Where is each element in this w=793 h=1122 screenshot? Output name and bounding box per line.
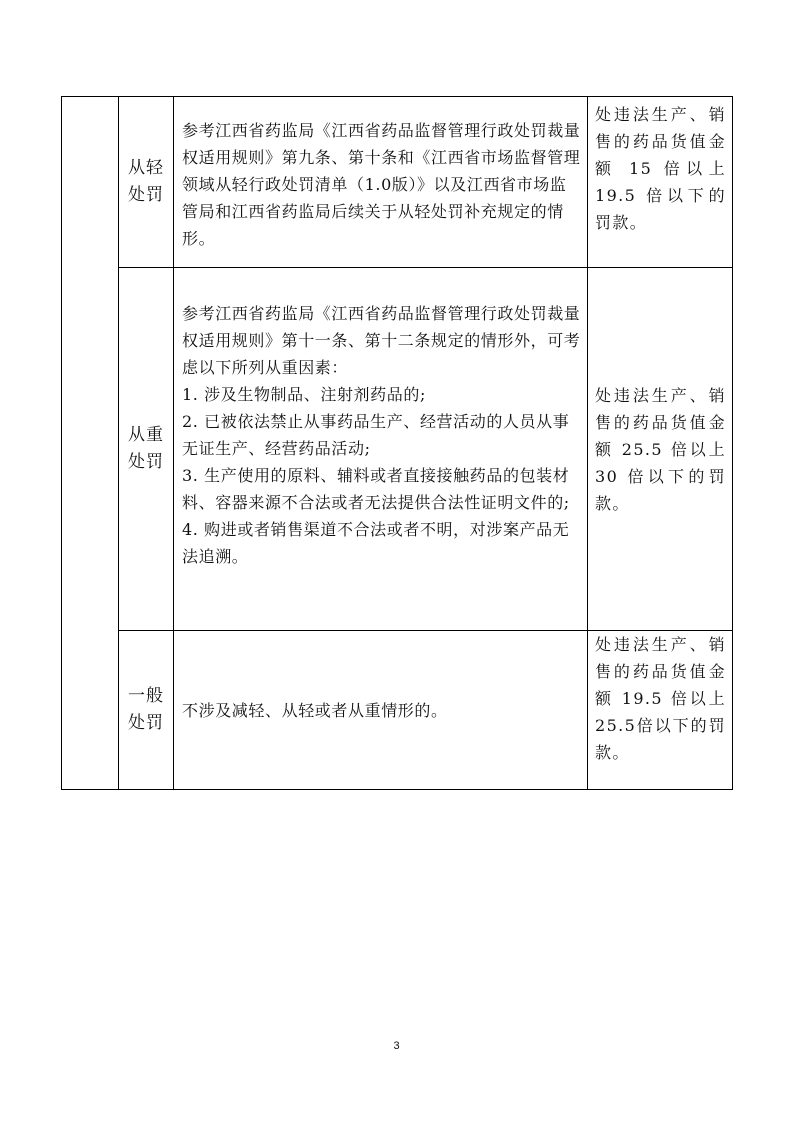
description-text: 不涉及减轻、从轻或者从重情形的。: [182, 700, 448, 720]
list-item: 2. 已被依法禁止从事药品生产、经营活动的人员从事无证生产、经营药品活动;: [182, 412, 570, 458]
list-item: 4. 购进或者销售渠道不合法或者不明，对涉案产品无法追溯。: [182, 520, 570, 566]
list-item: 1. 涉及生物制品、注射剂药品的;: [182, 385, 426, 404]
description-intro: 参考江西省药监局《江西省药品监督管理行政处罚裁量权适用规则》第十一条、第十二条规定的情形外，可考虑以下所列从重因素：: [182, 304, 581, 377]
row-label-heavier: [119, 268, 174, 631]
penalty-text: 处违法生产、销售的药品货值金额 25.5 倍以上 30 倍以下的罚款。: [595, 385, 726, 513]
merged-left-cell: [62, 97, 119, 790]
label-line-2: 处罚: [128, 185, 164, 205]
row-label-general: [119, 631, 174, 790]
description-text: 参考江西省药监局《江西省药品监督管理行政处罚裁量权适用规则》第九条、第十条和《江西省市场监督管理领域从轻行政处罚清单（1.0版）》以及江西省市场监管局和江西省药监局后续关于从轻处罚补充规定的情形。: [182, 120, 581, 248]
penalty-cell-heavier: [588, 268, 733, 631]
list-item: 3. 生产使用的原料、辅料或者直接接触药品的包装材料、容器来源不合法或者无法提供合法性证明文件的;: [182, 466, 570, 512]
label-line-1: 从轻: [128, 158, 164, 178]
penalty-table: [61, 96, 733, 790]
penalty-cell-lighter: [588, 97, 733, 268]
label-line-2: 处罚: [128, 713, 164, 733]
penalty-text: 处违法生产、销售的药品货值金额 15 倍以上 19.5 倍以下的罚款。: [595, 105, 726, 232]
page-number: 3: [393, 1040, 400, 1052]
description-cell-heavier: [174, 268, 588, 631]
label-line-1: 从重: [128, 425, 164, 445]
penalty-text: 处违法生产、销售的药品货值金额 19.5 倍以上 25.5倍以下的罚款。: [595, 635, 726, 762]
table-row-general-penalty: [62, 631, 733, 790]
label-line-2: 处罚: [128, 452, 164, 472]
penalty-cell-general: [588, 631, 733, 790]
table-row-heavier-penalty: [62, 268, 733, 631]
table-row-lighter-penalty: [62, 97, 733, 268]
row-label-lighter: [119, 97, 174, 268]
description-cell-general: [174, 631, 588, 790]
label-line-1: 一般: [128, 686, 164, 706]
description-cell-lighter: [174, 97, 588, 268]
